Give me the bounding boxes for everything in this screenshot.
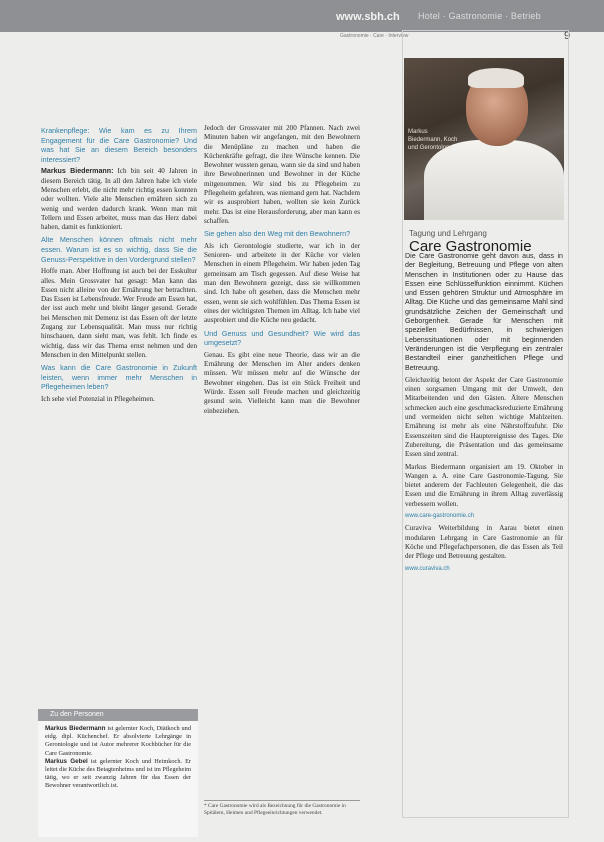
answer <box>41 167 197 232</box>
question: Sie gehen also den Weg mit den Bewohnern? <box>204 229 351 239</box>
column-3 <box>405 240 563 577</box>
sub-header: Gastronomie · Care · Interview <box>340 33 409 39</box>
persons-box <box>38 709 198 837</box>
person-name: Markus Biedermann <box>45 725 106 732</box>
web-link[interactable]: www.care-gastronomie.ch <box>405 513 475 520</box>
paragraph: Curaviva Weiterbildung in Aarau bietet einen modularen Lehrgang in Care Gastronomie an für Köche und Pflegefachpersonen, die das Essen als Teil der Pflege und Betreuung gestalten. <box>405 524 563 561</box>
question: Krankenpflege: Wie kam es zu Ihrem Engagement für die Care Gastronomie? Und was hat Sie an diesem Bereich besonders interessiert? <box>41 126 197 164</box>
paragraph: Jedoch der Grossvater mit 200 Pfannen. Nach zwei Minuten haben wir angefangen, mit den Bewohnern die Menüpläne zu machen und haben die Küchenkräfte gefragt, die ihre Wünsche kennen. Die Bewohner wussten genau, wann sie da sind und haben ihre Bewohnerinnen und Bewohner in der Küche mitgenommen. Wir sind bis zu Pflegeheim zu Pflegeheim gefahren, was niemand gern hat. Nachdem wir es ausprobiert haben, wollten sie kein Zurück mehr. Das ist eine Herausforderung, aber man kann es schaffen. <box>204 124 360 225</box>
section-label: Hotel · Gastronomie · Betrieb <box>418 11 541 21</box>
answer-text: Ich bin seit 40 Jahren in diesem Bereich tätig. In all den Jahren habe ich viele Menschen erlebt, die nicht mehr richtig essen konnten oder wollten. Viele alte Menschen ernähren sich zu wenig und werden dadurch krank. Wenn man mit Tellern und Essen arbeitet, muss man das Herz dabei haben, damit es funktioniert. <box>41 167 197 232</box>
speaker-name: Markus Biedermann: <box>41 167 114 176</box>
persons-box-heading: Zu den Personen <box>50 711 104 718</box>
web-link[interactable]: www.curaviva.ch <box>405 565 450 572</box>
paragraph: Als ich Gerontologie studierte, war ich in der Senioren- und arbeitete in der Küche vor vielen Menschen in einem Pflegeheim. Wir haben jeden Tag gemeinsam am Tisch gegessen. Auf diese Weise hat man den Bewohnern gezeigt, dass sie willkommen sind. Ich habe oft gesehen, dass die Menschen mehr essen, wenn sie sich wohlfühlen. Das Thema Essen ist eines der wichtigsten Themen im Alltag. Ich habe viel ausprobiert und die Küche neu gedacht. <box>204 241 360 325</box>
page-number: 9 <box>564 30 571 42</box>
question: Alte Menschen können oftmals nicht mehr essen. Warum ist es so wichtig, dass Sie die Genuss-Perspektive in den Vordergrund stellen? <box>41 235 197 264</box>
paragraph: Genau. Es gibt eine neue Theorie, dass wir an die Ernährung der Menschen im Alter anders denken müssen. Wir müssen mehr auf die Wünsche der Bewohner eingehen. Das ist ein Stück Freiheit und Würde. Essen soll Freude machen und gleichzeitig gesund sein. Vielleicht kann man die Bewohner einbeziehen. <box>204 350 360 415</box>
column-1 <box>41 126 197 407</box>
photo-caption: Markus Biedermann, Koch und Gerontologe <box>408 129 458 151</box>
chef-jacket <box>424 140 564 220</box>
column-2 <box>204 124 360 419</box>
question: Was kann die Care Gastronomie in Zukunft leisten, wenn immer mehr Menschen in Pflegeheimen leben? <box>41 363 197 392</box>
paragraph: Markus Biedermann organisiert am 19. Oktober in Wangen a. A. eine Care Gastronomie-Tagung. Sie bietet anderem der Fachleuten Gelegenheit, die das Essen und die Ernährung in ihrem Alltag zuverlässig verbessern wollen. <box>405 462 563 508</box>
answer-text: Ich sehe viel Potenzial in Pflegeheimen. <box>41 394 155 403</box>
page-header <box>0 0 604 32</box>
footnote: * Care Gastronomie wird als Bezeichnung für die Gastronomie in Spitälern, Heimen und Pflegeeinrichtungen verwendet. <box>204 800 360 816</box>
person-bio: ist gelernter Koch und Heimkoch. Er leitet die Küche des Betagtenheims und ist im Pflegeheim tätig, wo er seit zwanzig Jahren für das Essen der Bewohner verantwortlich ist. <box>45 757 192 790</box>
persons-box-text <box>45 725 191 791</box>
person-bio: ist gelernter Koch, Diätkoch und eidg. dipl. Küchenchef. Er absolvierte Lehrgänge in Gerontologie und ist Autor mehrerer Kochbücher für die Care Gastronomie. <box>45 725 191 757</box>
lead-paragraph: Die Care Gastronomie geht davon aus, dass in der Begleitung, Betreuung und Pflege von alten Menschen in Institutionen oder zu Hause das Essen eine Schlüsselfunktion einnimmt. Küchen und Essen gehören Struktur und Atmosphäre im Alltag. Die Küche und das gemeinsame Mahl sind grundsätzliche Zeichen der Gemeinschaft und Geborgenheit. Gerade für Menschen mit speziellen Bedürfnissen, in schwierigen Lebenssituationen oder mit beginnenden Veränderungen ist die Verpflegung ein zentraler Bestandteil einer ganzheitlichen Pflege und Betreuung. <box>405 252 563 372</box>
answer-text: Hoffe man. Aber Hoffnung ist auch bei der Esskultur alles. Mein Grossvater hat gesagt: Man kann das Essen nicht alleine von der Ernährung her betrachten. Das Essen ist Lebensfreude. Wer Freude am Essen hat, der isst auch mehr und bleibt länger gesund. Gerade bei Menschen mit Demenz ist das Essen oft der letzte Zugang zur Lebensqualität. Man muss nur richtig hinschauen, dann sieht man, was fehlt. Ich finde es wichtig, dass wir das Thema ernst nehmen und den Menschen in den Mittelpunkt stellen. <box>41 267 197 359</box>
article-title: Care Gastronomie <box>409 238 532 255</box>
person-name: Markus Gebel <box>45 757 88 765</box>
paragraph: Gleichzeitig betont der Aspekt der Care Gastronomie einen sorgsamen Umgang mit der Umwelt, den Mitarbeitenden und den Gästen. Ältere Menschen schmecken auch eine geschmacksreduzierte Ernährung und vermeiden nicht selten wichtige Mahlzeiten. Ernährung ist mehr als eine Nährstoffzufuhr. Die Essenszeiten sind die Hauptereignisse des Tages. Die Zubereitung, die Präsentation und das gemeinsame Essen sind zentral. <box>405 375 563 459</box>
site-url: www.sbh.ch <box>336 11 400 23</box>
portrait-hair <box>468 68 524 88</box>
portrait-photo <box>404 58 564 220</box>
question: Und Genuss und Gesundheit? Wie wird das umgesetzt? <box>204 328 360 348</box>
article-kicker: Tagung und Lehrgang <box>409 229 487 238</box>
